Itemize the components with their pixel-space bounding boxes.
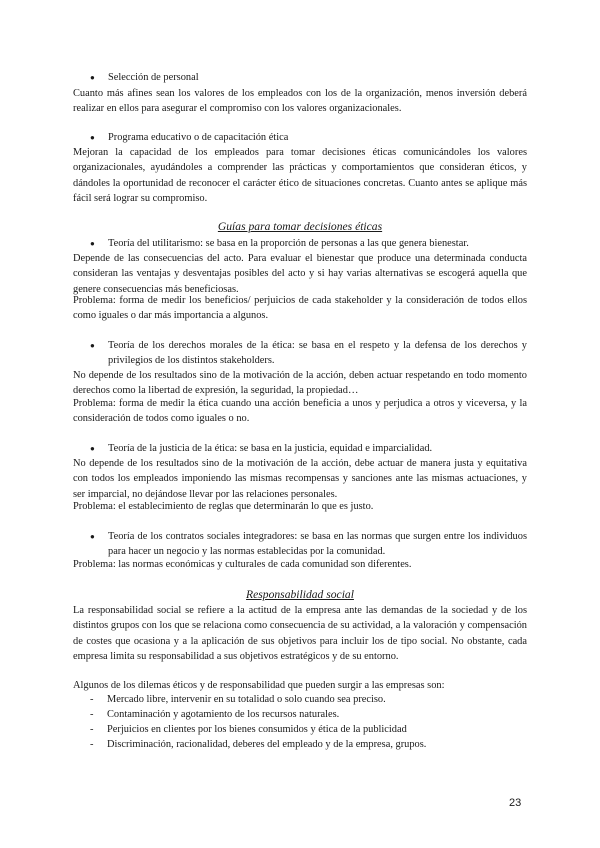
bullet-justicia: ● Teoría de la justicia de la ética: se basa en la justicia, equidad e imparcialidad. [90, 441, 527, 456]
problema-derechos: Problema: forma de medir la ética cuando una acción beneficia a unos y perjudica a otros y viceversa, y la consideración de todos como iguales o no. [73, 398, 527, 425]
bullet-dot: ● [90, 133, 95, 142]
page-number: 23 [509, 797, 522, 809]
heading-responsabilidad: Responsabilidad social [246, 588, 354, 601]
bullet-contratos: ● Teoría de los contratos sociales integradores: se basa en las normas que surgen entre los individuos para hacer un negocio y las normas establecidas por la comunidad. [90, 531, 527, 558]
bullet-dot: ● [90, 73, 95, 82]
dilemas-intro: Algunos de los dilemas éticos y de responsabilidad que pueden surgir a las empresas son: [73, 680, 445, 691]
paragraph-justicia: No depende de los resultados sino de la motivación de la acción, debe actuar de manera justa y equitativa con todos los empleados imponiendo las mismas recompensas y sanciones ante las mismas actuaciones, y ser imparcial, no dejándose llevar por las relaciones personales. [73, 458, 527, 500]
dilema-item: - Mercado libre, intervenir en su totalidad o solo cuando sea preciso. [90, 694, 386, 705]
bullet-programa: ● Programa educativo o de capacitación ética [90, 130, 527, 145]
bullet-seleccion: ● Selección de personal [90, 70, 527, 85]
paragraph-responsabilidad: La responsabilidad social se refiere a la actitud de la empresa ante las demandas de la sociedad y de los distintos grupos con los que se relaciona como consecuencia de su actividad, a la valoración y compensación de costes que ocasiona y a la aplicación de sus objetivos para incluir los de tipo social. No obstante, cada empresa limita su responsabilidad a sus objetivos estratégicos y de su entorno. [73, 605, 527, 662]
dilema-item: - Discriminación, racionalidad, deberes del empleado y de la empresa, grupos. [90, 739, 427, 750]
bullet-derechos: ● Teoría de los derechos morales de la ética: se basa en el respeto y la defensa de los derechos y privilegios de los distintos stakeholders. [90, 340, 527, 367]
heading-guias: Guías para tomar decisiones éticas [217, 220, 383, 233]
bullet-dot: ● [90, 341, 95, 350]
dilema-item: - Perjuicios en clientes por los bienes consumidos y ética de la publicidad [90, 724, 407, 735]
problema-utilitarismo: Problema: forma de medir los beneficios/ perjuicios de cada stakeholder y la consideración de todos ellos como iguales o dar más importancia a algunos. [73, 295, 527, 322]
dilema-item: - Contaminación y agotamiento de los recursos naturales. [90, 709, 340, 720]
problema-justicia: Problema: el establecimiento de reglas que determinarán lo que es justo. [73, 501, 374, 512]
bullet-dot: ● [90, 444, 95, 453]
bullet-utilitarismo: ● Teoría del utilitarismo: se basa en la proporción de personas a las que genera bienestar. [90, 236, 527, 251]
paragraph-derechos: No depende de los resultados sino de la motivación de la acción, deben actuar respetando en todo momento derechos como la libertad de expresión, la seguridad, la propiedad… [73, 370, 527, 397]
bullet-dot: ● [90, 239, 95, 248]
paragraph-seleccion: Cuanto más afines sean los valores de los empleados con los de la organización, menos inversión deberá realizar en ellos para asegurar el compromiso con los valores organizacionales. [73, 88, 527, 115]
problema-contratos: Problema: las normas económicas y culturales de cada comunidad son diferentes. [73, 559, 412, 570]
bullet-dot: ● [90, 532, 95, 541]
paragraph-utilitarismo: Depende de las consecuencias del acto. Para evaluar el bienestar que produce una determinada conducta consideran las ventajas y desventajas posibles del acto y si hay varias alternativas se escogerá aquella que genere consecuencias más beneficiosas. [73, 253, 527, 295]
paragraph-programa: Mejoran la capacidad de los empleados para tomar decisiones éticas comunicándoles los valores organizacionales, ayudándoles a comprender las prácticas y comportamientos que consideran éticos, y dándoles la oportunidad de reconocer el carácter ético de situaciones concretas. Cuanto antes se aplique más fácil será lograr su compromiso. [73, 147, 527, 204]
